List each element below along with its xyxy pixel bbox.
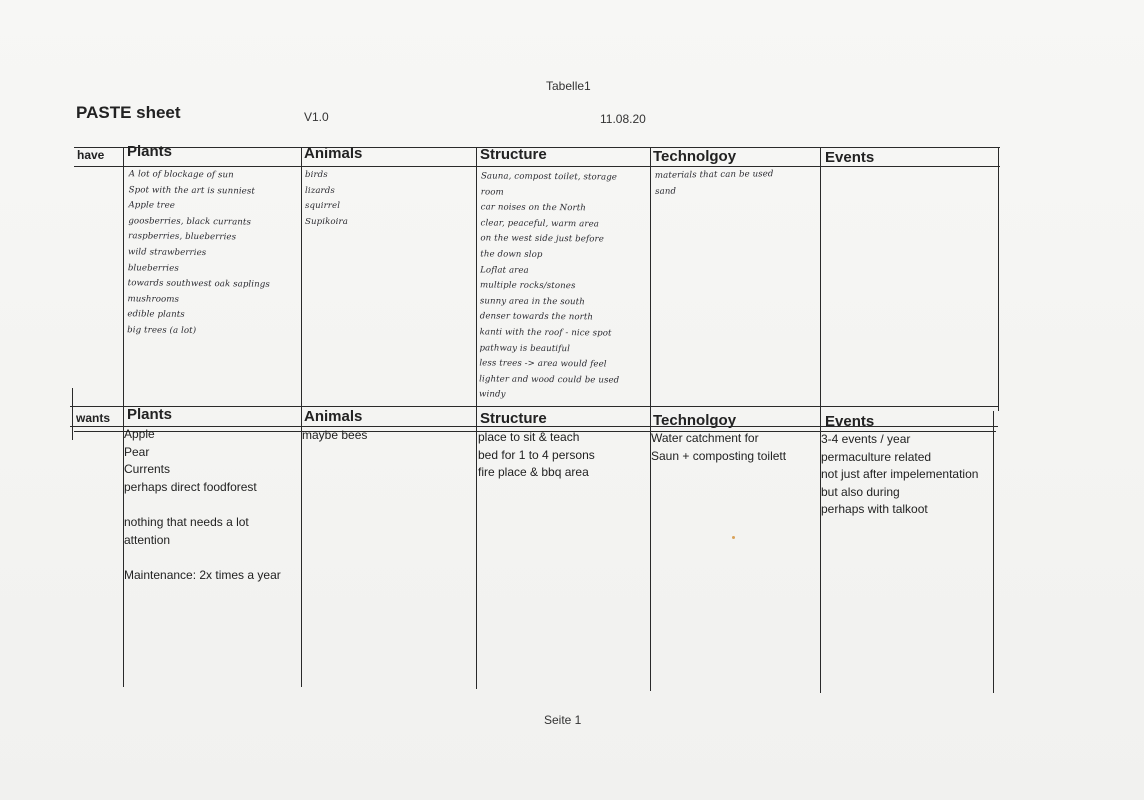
- list-item: birds: [305, 170, 328, 180]
- list-item: Sauna, compost toilet, storage: [480, 171, 618, 183]
- list-item: windy: [479, 389, 506, 400]
- list-item: edible plants: [127, 309, 185, 321]
- page-footer: Seite 1: [544, 713, 582, 727]
- have-header-plants: Plants: [127, 143, 173, 160]
- list-item: perhaps with talkoot: [821, 502, 928, 517]
- list-item: not just after impelementation: [821, 467, 979, 482]
- list-item: car noises on the North: [480, 202, 586, 214]
- column-divider-plants: [123, 147, 124, 687]
- list-item: pathway is beautiful: [479, 342, 570, 354]
- have-technology-notes: [655, 167, 774, 200]
- version-label: V1.0: [304, 110, 329, 124]
- column-divider-technology: [650, 147, 651, 691]
- list-item: attention: [124, 532, 171, 547]
- list-item: Spot with the art is sunniest: [128, 184, 256, 197]
- wants-structure-list: [478, 429, 595, 482]
- have-header-events: Events: [825, 149, 875, 166]
- list-item: the down slop: [480, 249, 543, 260]
- list-item: Loflat area: [480, 264, 529, 276]
- wants-header-structure: Structure: [480, 410, 547, 427]
- list-item: bed for 1 to 4 persons: [478, 447, 595, 462]
- page-title: PASTE sheet: [76, 103, 181, 122]
- have-header-structure: Structure: [480, 146, 547, 163]
- wants-animals-list: [302, 427, 367, 445]
- table-right-border-upper: [998, 147, 999, 411]
- list-item: permaculture related: [821, 449, 932, 464]
- have-structure-notes: [479, 169, 621, 404]
- list-item: Apple tree: [128, 200, 176, 211]
- list-item: big trees (a lot): [127, 325, 197, 336]
- list-item: perhaps direct foodforest: [124, 479, 257, 494]
- have-section-bottom-border: [70, 406, 998, 407]
- list-item: materials that can be used: [654, 169, 774, 181]
- list-item: raspberries, blueberries: [128, 231, 237, 243]
- column-divider-events: [820, 147, 821, 693]
- list-item: sand: [655, 186, 677, 197]
- list-item: squirrel: [305, 201, 341, 212]
- table-right-border-lower: [993, 411, 994, 693]
- have-animals-notes: [305, 168, 348, 230]
- list-item: Water catchment for: [651, 431, 759, 445]
- list-item: A lot of blockage of sun: [128, 169, 234, 181]
- list-item: mushrooms: [127, 294, 180, 305]
- list-item: goosberries, black currants: [128, 216, 252, 228]
- list-item: Saun + composting toilett: [651, 448, 787, 463]
- date-label: 11.08.20: [600, 112, 646, 126]
- list-item: Supikoira: [305, 216, 348, 227]
- list-item: lizards: [305, 185, 335, 196]
- list-item: on the west side just before: [480, 233, 604, 245]
- list-item: less trees -> area would feel: [479, 358, 607, 370]
- list-item: Maintenance: 2x times a year: [124, 567, 281, 582]
- list-item: nothing that needs a lot: [124, 514, 249, 529]
- have-header-technology: Technolgoy: [653, 148, 737, 165]
- list-item: [124, 496, 281, 514]
- list-item: blueberries: [127, 262, 179, 274]
- list-item: 3-4 events / year: [821, 432, 911, 446]
- list-item: room: [480, 186, 504, 198]
- list-item: place to sit & teach: [478, 430, 580, 444]
- wants-header-technology: Technolgoy: [653, 412, 737, 429]
- have-header-animals: Animals: [304, 145, 363, 162]
- column-divider-animals: [301, 147, 302, 687]
- left-edge-mark: [72, 388, 73, 440]
- list-item: denser towards the north: [479, 311, 594, 323]
- list-item: towards southwest oak saplings: [127, 278, 270, 290]
- list-item: but also during: [821, 484, 900, 499]
- list-item: sunny area in the south: [479, 296, 585, 308]
- row-label-wants: wants: [76, 411, 111, 425]
- list-item: multiple rocks/stones: [479, 280, 576, 292]
- wants-technology-list: [651, 430, 786, 465]
- list-item: Currents: [124, 462, 171, 477]
- list-item: Pear: [124, 444, 150, 459]
- wants-header-events: Events: [825, 413, 875, 430]
- have-header-bottom-border: [74, 166, 1000, 167]
- wants-events-list: [821, 431, 993, 531]
- list-item: wild strawberries: [127, 247, 207, 259]
- list-item: fire place & bbq area: [478, 465, 589, 480]
- column-divider-structure: [476, 147, 477, 689]
- list-item: [124, 549, 281, 567]
- wants-plants-list: [124, 426, 281, 584]
- have-plants-notes: [127, 167, 271, 340]
- row-label-have: have: [77, 148, 105, 162]
- list-item: kanti with the roof - nice spot: [479, 327, 612, 339]
- wants-header-plants: Plants: [127, 406, 173, 423]
- list-item: maybe bees: [302, 428, 368, 442]
- sheet-name: Tabelle1: [546, 79, 591, 93]
- wants-header-animals: Animals: [304, 408, 363, 425]
- list-item: Apple: [124, 427, 155, 441]
- list-item: lighter and wood could be used: [479, 374, 620, 386]
- list-item: clear, peaceful, warm area: [480, 218, 600, 230]
- scan-speck: [732, 536, 735, 539]
